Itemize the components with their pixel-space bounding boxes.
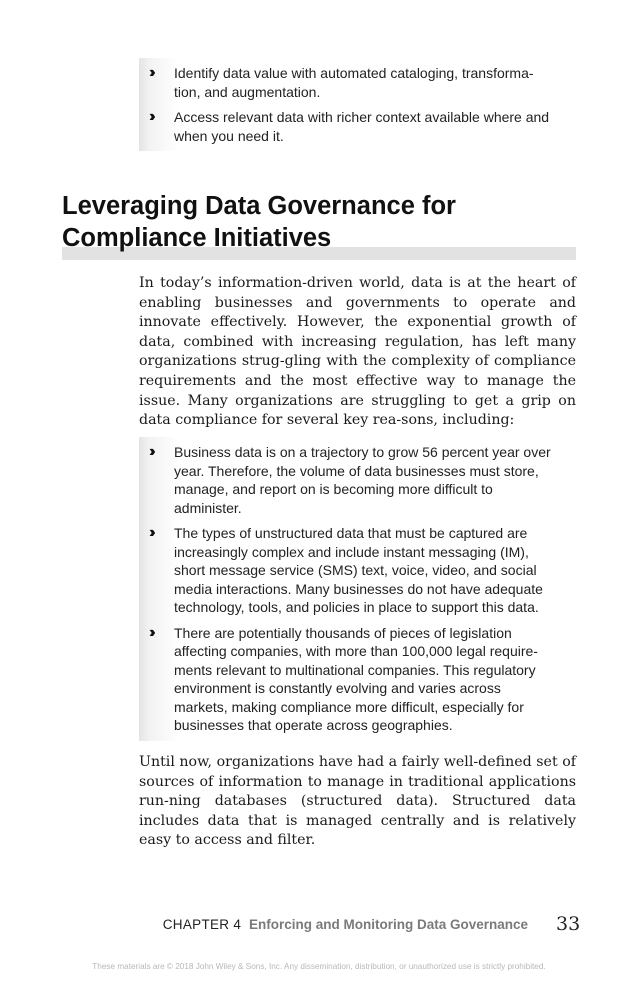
list-item <box>139 64 559 101</box>
top-bullet-list <box>139 58 559 151</box>
copyright-notice: These materials are © 2018 John Wiley & Sons, Inc. Any dissemination, distribution, or unauthorized use is strictly prohibited. <box>92 962 546 971</box>
double-chevron-icon: ›› <box>149 64 152 81</box>
bullet-text: Access relevant data with richer context available where and when you need it. <box>174 109 550 144</box>
reason-bullet-list <box>139 437 559 741</box>
bullet-text: Identify data value with automated cataloging, transforma-tion, and augmentation. <box>174 65 534 100</box>
double-chevron-icon: ›› <box>149 524 152 541</box>
bullet-text: Business data is on a trajectory to grow 56 percent year over year. Therefore, the volume of data businesses must store, manage, and report on is becoming more difficult to administer. <box>174 444 551 516</box>
bullet-text: There are potentially thousands of pieces of legislation affecting companies, with more than 100,000 legal require-ments relevant to multinational companies. This regulatory environment is constantly evolving and varies across markets, making compliance more difficult, especially for businesses that operate across geographies. <box>174 624 538 733</box>
list-item <box>139 443 559 517</box>
double-chevron-icon: ›› <box>149 443 152 460</box>
double-chevron-icon: ›› <box>149 108 152 125</box>
running-footer <box>163 917 528 932</box>
intro-paragraph: In today’s information-driven world, data is at the heart of enabling businesses and governments to operate and innovate effectively. However, the exponential growth of data, combined with increasing regulation, has left many organizations strug-gling with the complexity of compliance requirements and the most effective way to manage the issue. Many organizations are struggling to get a grip on data compliance for several key rea-sons, including: <box>139 275 576 429</box>
list-item <box>139 524 559 617</box>
bullet-text: The types of unstructured data that must be captured are increasingly complex and include instant messaging (IM), short message service (SMS) text, voice, video, and social media interactions. Many businesses do not have adequate technology, tools, and policies in place to support this data. <box>174 525 543 615</box>
closing-paragraph: Until now, organizations have had a fairly well-defined set of sources of information to manage in traditional applications run-ning databases (structured data). Structured data includes data that is managed centrally and is relatively easy to access and filter. <box>139 754 576 849</box>
chapter-label: CHAPTER 4 <box>162 917 242 932</box>
double-chevron-icon: ›› <box>149 623 152 641</box>
page-number: 33 <box>556 913 581 935</box>
section-title: Leveraging Data Governance for Compliance Initiatives <box>62 192 456 252</box>
chapter-title: Enforcing and Monitoring Data Governance <box>248 917 528 932</box>
list-item <box>139 624 559 735</box>
list-item <box>139 108 559 145</box>
